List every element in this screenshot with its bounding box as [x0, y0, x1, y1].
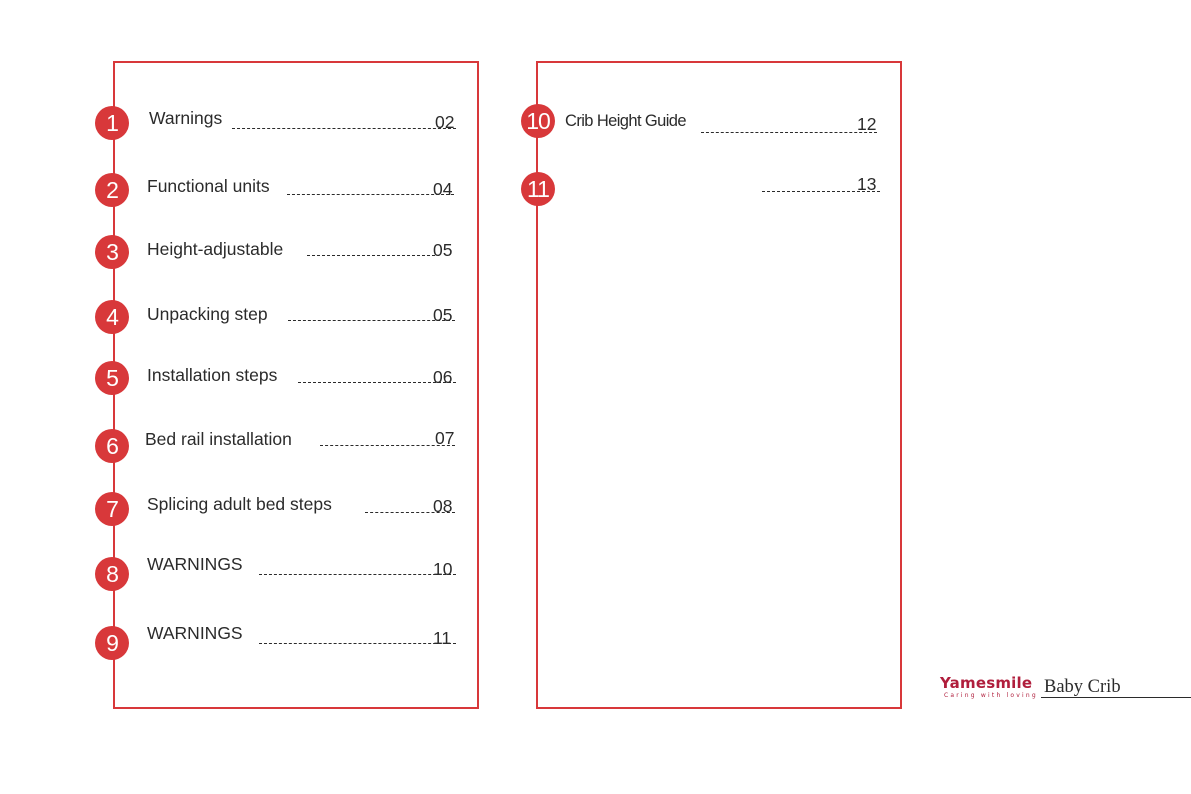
toc-page-number: 02	[435, 112, 455, 132]
section-number-badge: 1	[95, 106, 129, 140]
section-number-badge: 11	[521, 172, 555, 206]
section-number-badge: 2	[95, 173, 129, 207]
toc-entry-title: Functional units	[147, 176, 270, 196]
section-number-badge: 7	[95, 492, 129, 526]
toc-page-number: 05	[433, 305, 453, 325]
toc-entry-title: WARNINGS	[147, 623, 243, 643]
section-number-badge: 3	[95, 235, 129, 269]
toc-entry-title: Bed rail installation	[145, 429, 292, 449]
toc-page-number: 07	[435, 428, 455, 448]
footer-rule	[1041, 697, 1191, 698]
toc-page-number: 04	[433, 179, 453, 199]
dotted-leader	[232, 128, 456, 129]
toc-page-number: 06	[433, 367, 453, 387]
dotted-leader	[287, 194, 454, 195]
section-number-badge: 6	[95, 429, 129, 463]
brand-logo-text: Yamesmile	[940, 674, 1033, 692]
toc-entry-title: Installation steps	[147, 365, 278, 385]
dotted-leader	[701, 132, 877, 133]
toc-entry-title: Splicing adult bed steps	[147, 494, 332, 514]
section-number-badge: 9	[95, 626, 129, 660]
product-name: Baby Crib	[1044, 677, 1121, 697]
toc-entry-title: Unpacking step	[147, 304, 268, 324]
toc-page-number: 11	[433, 628, 452, 648]
toc-page-number: 13	[857, 174, 877, 194]
toc-page-number: 08	[433, 496, 453, 516]
dotted-leader	[259, 643, 456, 644]
dotted-leader	[288, 320, 455, 321]
toc-panel-right	[536, 61, 902, 709]
brand-logo	[940, 674, 1032, 692]
toc-entry-title: WARNINGS	[147, 554, 243, 574]
toc-entry-title: Crib Height Guide	[565, 112, 686, 130]
brand-tagline: Caring with loving	[944, 692, 1038, 699]
dotted-leader	[307, 255, 435, 256]
section-number-badge: 8	[95, 557, 129, 591]
toc-page-number: 10	[433, 559, 453, 579]
section-number-badge: 4	[95, 300, 129, 334]
toc-entry-title: Height-adjustable	[147, 239, 284, 259]
dotted-leader	[259, 574, 456, 575]
section-number-badge: 5	[95, 361, 129, 395]
toc-page-number: 12	[857, 114, 877, 134]
toc-page-number: 05	[433, 240, 453, 260]
toc-entry-title: Warnings	[149, 108, 223, 128]
section-number-badge: 10	[521, 104, 555, 138]
